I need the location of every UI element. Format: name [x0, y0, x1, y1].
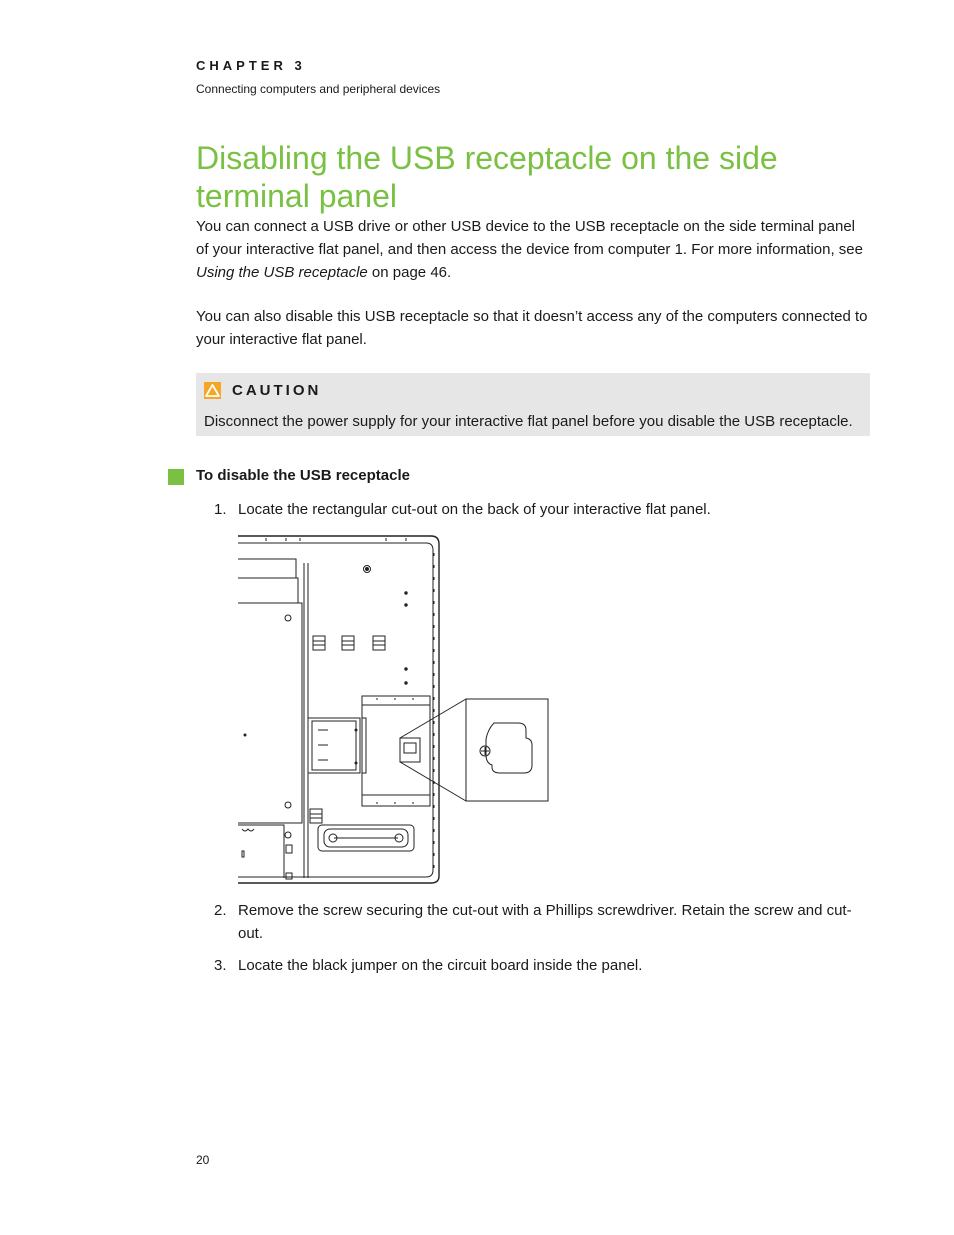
- warning-triangle-icon: [204, 382, 221, 399]
- step-text: Locate the black jumper on the circuit board inside the panel.: [238, 957, 643, 974]
- caution-text: Disconnect the power supply for your interactive flat panel before you disable the USB receptacle.: [204, 413, 853, 430]
- panel-back-illustration: [236, 533, 550, 885]
- procedure-title: To disable the USB receptacle: [196, 467, 410, 484]
- intro-tail: on page 46.: [367, 264, 452, 281]
- step-number: 1.: [214, 501, 227, 518]
- caution-heading: CAUTION: [232, 381, 322, 399]
- cross-reference-link[interactable]: Using the USB receptacle: [196, 264, 368, 281]
- intro-text: You can connect a USB drive or other USB device to the USB receptacle on the side terminal panel of your interactive flat panel, and then access the device from computer 1. For more information, see: [196, 218, 863, 258]
- page-number: 20: [196, 1153, 210, 1167]
- caution-box: [196, 373, 870, 436]
- page-title: Disabling the USB receptacle on the side terminal panel: [196, 140, 778, 214]
- intro-paragraph-1: [196, 215, 870, 284]
- caution-header: [204, 380, 321, 400]
- step-text: Locate the rectangular cut-out on the back of your interactive flat panel.: [238, 501, 711, 518]
- procedure-marker-icon: [168, 469, 184, 485]
- step-number: 3.: [214, 957, 227, 974]
- intro-paragraph-2: You can also disable this USB receptacle so that it doesn’t access any of the computers connected to your interactive flat panel.: [196, 308, 868, 348]
- step-number: 2.: [214, 902, 227, 919]
- step-text: Remove the screw securing the cut-out with a Phillips screwdriver. Retain the screw and cut-out.: [238, 902, 852, 942]
- chapter-label: CHAPTER 3: [196, 58, 306, 73]
- chapter-title: Connecting computers and peripheral devices: [196, 82, 441, 96]
